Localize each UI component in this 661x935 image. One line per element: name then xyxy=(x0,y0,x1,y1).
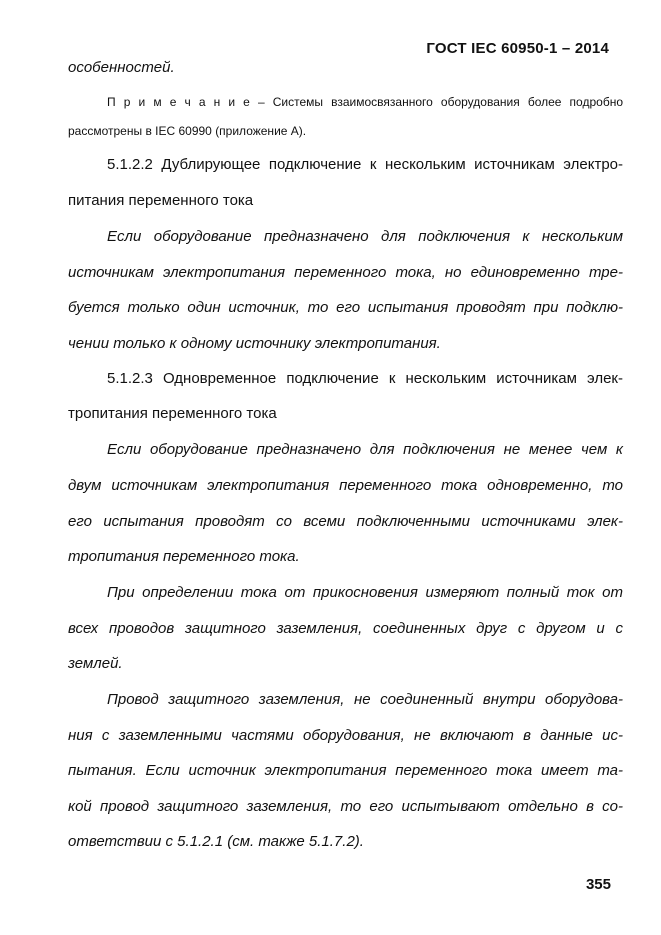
text-line: При определении тока от прикосновения измеряют полный ток от xyxy=(107,584,623,601)
note-line: П р и м е ч а н и е – Системы взаимосвязанного оборудования более подробно xyxy=(107,95,623,109)
text-line: всех проводов защитного заземления, соединенных друг с другом и с xyxy=(68,620,623,637)
text-line: буется только один источник, то его испытания проводят при подклю- xyxy=(68,299,623,316)
text-line: Если оборудование предназначено для подключения не менее чем к xyxy=(107,441,623,458)
text-line: особенностей. xyxy=(68,59,175,76)
text-line: ния с заземленными частями оборудования, не включают в данные ис- xyxy=(68,727,623,744)
text-line: Если оборудование предназначено для подключения к нескольким xyxy=(107,228,623,245)
note-line: рассмотрены в IEC 60990 (приложение А). xyxy=(68,124,307,138)
text-line: тропитания переменного тока. xyxy=(68,548,300,565)
text-line: двум источникам электропитания переменного тока одновременно, то xyxy=(68,477,623,494)
section-heading-line: тропитания переменного тока xyxy=(68,405,277,422)
section-heading-line: 5.1.2.2 Дублирующее подключение к нескольким источникам электро- xyxy=(107,156,623,173)
section-heading-line: питания переменного тока xyxy=(68,192,254,209)
text-line: чении только к одному источнику электропитания. xyxy=(68,335,441,352)
text-line: Провод защитного заземления, не соединенный внутри оборудова- xyxy=(107,691,623,708)
text-line: землей. xyxy=(68,655,123,672)
text-line: ответствии с 5.1.2.1 (см. также 5.1.7.2). xyxy=(68,833,364,850)
text-line: кой провод защитного заземления, то его испытывают отдельно в со- xyxy=(68,798,623,815)
text-line: его испытания проводят со всеми подключенными источниками элек- xyxy=(68,513,623,530)
text-line: пытания. Если источник электропитания переменного тока имеет та- xyxy=(68,762,623,779)
text-line: источникам электропитания переменного тока, но единовременно тре- xyxy=(68,264,623,281)
section-heading-line: 5.1.2.3 Одновременное подключение к нескольким источникам элек- xyxy=(107,370,623,387)
document-header: ГОСТ IEC 60950-1 – 2014 xyxy=(426,40,609,57)
page-number: 355 xyxy=(585,876,611,893)
